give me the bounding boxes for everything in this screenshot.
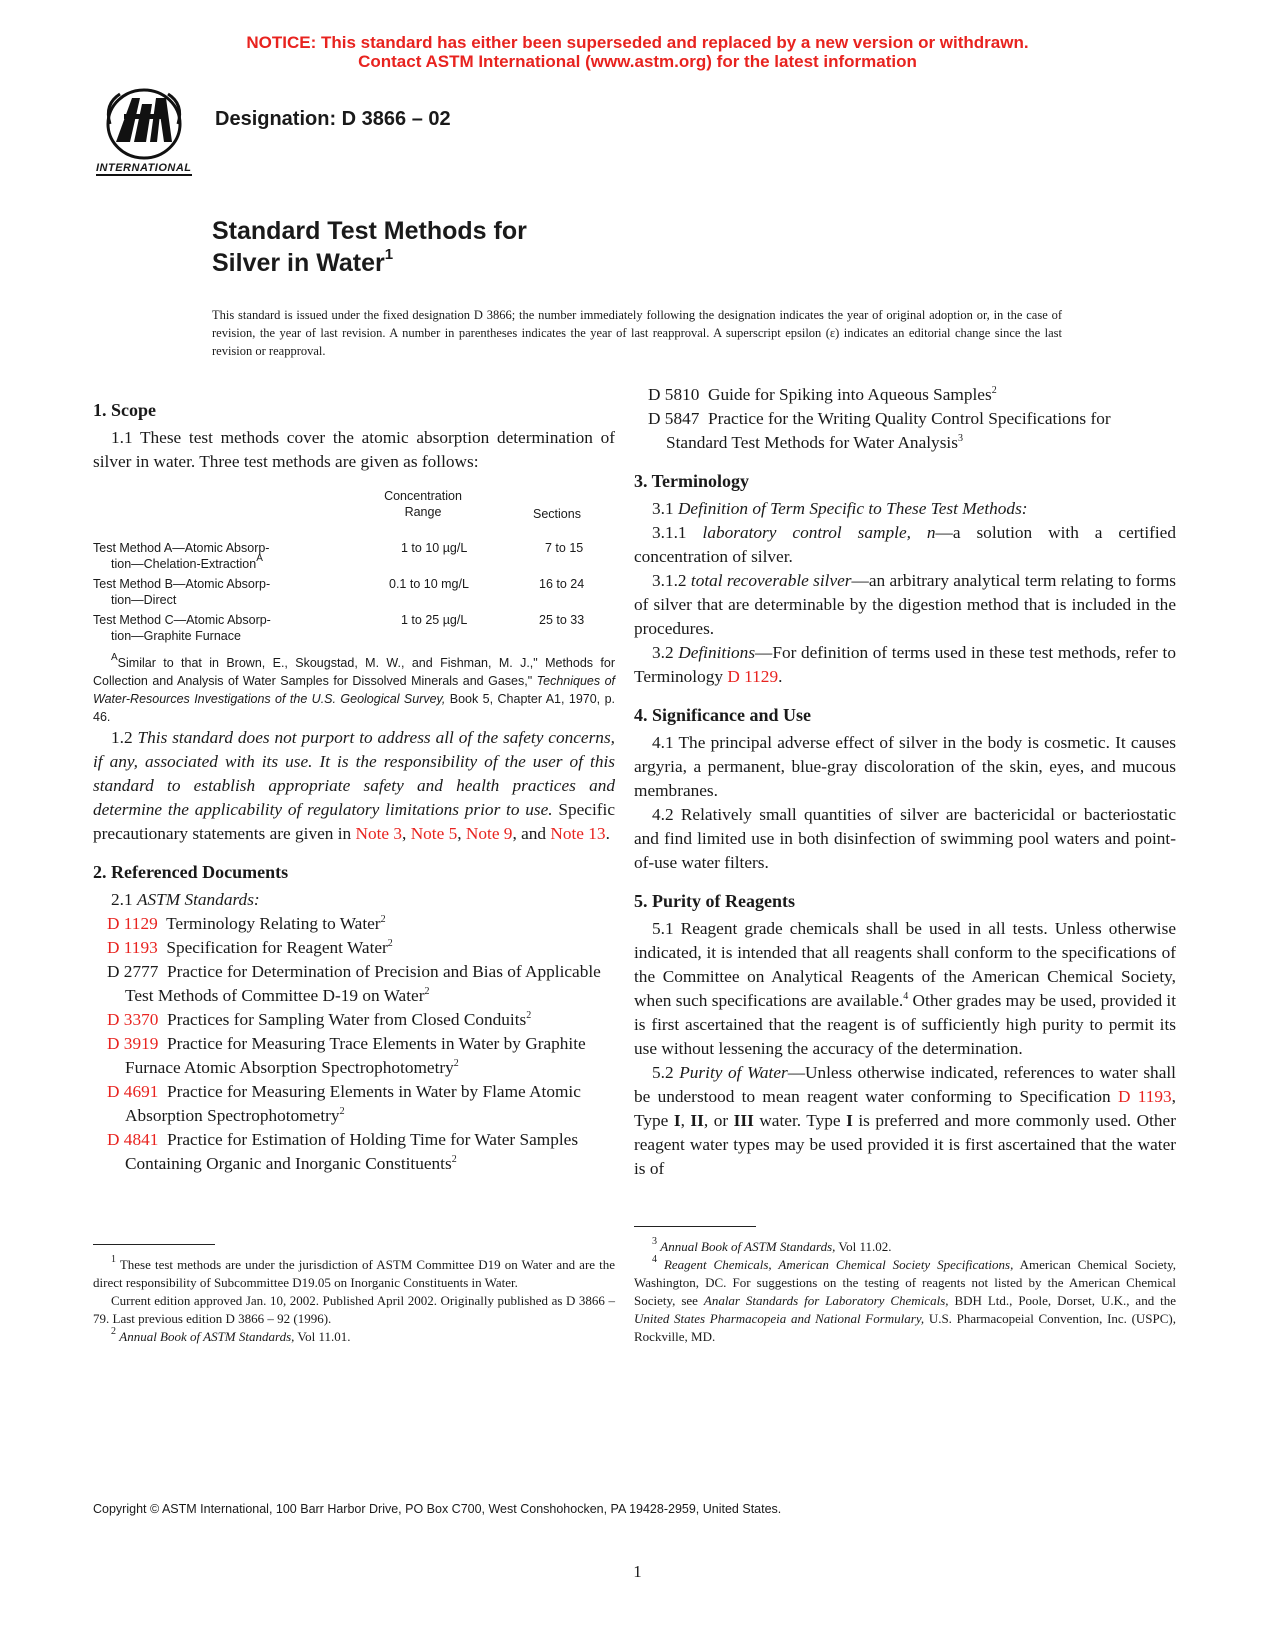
d1129-link[interactable]: D 1129	[727, 667, 779, 686]
astm-logo	[94, 84, 194, 180]
notice-line-2: Contact ASTM International (www.astm.org) for the latest information	[358, 52, 917, 71]
footnote-2: $^2$ Annual Book of ASTM Standards, Vol 11.01.	[111, 1326, 351, 1344]
page-number: 1	[633, 1562, 642, 1581]
terminology-312: 3.1.2 total recoverable silver—an arbitrary analytical term relating to forms of silver that are determinable by the digestion method that is included in the procedures.	[634, 571, 1176, 638]
table-cell-sections: 25 to 33	[539, 613, 585, 627]
reference-code: D 2777	[107, 962, 159, 981]
terminology-311: 3.1.1 laboratory control sample, n—a solution with a certified concentration of silver.	[634, 523, 1176, 566]
reference-code[interactable]: D 4841	[107, 1130, 159, 1149]
terminology-heading: 3. Terminology	[634, 471, 750, 491]
reference-item: D 4841 Practice for Estimation of Holding Time for Water Samples Containing Organic and Inorganic Constituents$^2$	[107, 1130, 579, 1173]
scope-heading: 1. Scope	[93, 400, 156, 420]
footnote-4: $^4$ Reagent Chemicals, American Chemical Society Specifications, American Chemical Society, Washington, DC. For suggestions on the testing of reagents not listed by the American Chemical Society, see Analar Standards for Laboratory Chemicals, BDH Ltd., Poole, Dorset, U.K., and the United States Pharmacopeia and National Formulary, U.S. Pharmacopeial Convention, Inc. (USPC), Rockville, MD.	[634, 1254, 1177, 1344]
reference-code[interactable]: D 4691	[107, 1082, 159, 1101]
reference-code[interactable]: D 3919	[107, 1034, 159, 1053]
table-header-concentration: Concentration Range	[384, 489, 462, 519]
issued-note: This standard is issued under the fixed designation D 3866; the number immediately following the designation indicates the year of original adoption or, in the case of revision, the year of last revision. A number in parentheses indicates the year of last reapproval. A superscript epsilon (ε) indicates an editorial change since the last revision or reapproval.	[212, 308, 1062, 358]
reference-item: D 4691 Practice for Measuring Elements in Water by Flame Atomic Absorption Spectrophotometry$^2$	[107, 1082, 581, 1125]
table-footnote: $^A$Similar to that in Brown, E., Skougstad, M. W., and Fishman, M. J.," Methods for Collection and Analysis of Water Samples for Dissolved Minerals and Gases," Techniques of Water-Resources Investigations of the U.S. Geological Survey, Book 5, Chapter A1, 1970, p. 46.	[93, 652, 615, 724]
footnote-1b: Current edition approved Jan. 10, 2002. Published April 2002. Originally published as D 3866 – 79. Last previous edition D 3866 – 92 (1996).	[93, 1293, 615, 1326]
reference-item: D 1129 Terminology Relating to Water$^2$	[107, 914, 386, 933]
significance-heading: 4. Significance and Use	[634, 705, 812, 725]
significance-41: 4.1 The principal adverse effect of silver in the body is cosmetic. It causes argyria, a permanent, blue-gray discoloration of the skin, eyes, and mucous membranes.	[634, 733, 1176, 800]
references-heading: 2. Referenced Documents	[93, 862, 289, 882]
reference-code[interactable]: D 1193	[107, 938, 158, 957]
table-cell-range: 1 to 25 µg/L	[401, 613, 468, 627]
note-9-link[interactable]: Note 9	[465, 824, 513, 843]
methods-table	[93, 478, 615, 646]
table-row: Test Method C—Atomic Absorp- tion—Graphite Furnace	[93, 613, 271, 643]
copyright: Copyright © ASTM International, 100 Barr Harbor Drive, PO Box C700, West Conshohocken, PA 19428-2959, United States.	[93, 1502, 782, 1516]
table-cell-range: 1 to 10 µg/L	[401, 541, 468, 555]
table-row: Test Method B—Atomic Absorp- tion—Direct	[93, 577, 271, 607]
table-cell-range: 0.1 to 10 mg/L	[389, 577, 469, 591]
note-3-link[interactable]: Note 3	[355, 824, 403, 843]
table-header-sections: Sections	[533, 507, 581, 521]
footnotes-left	[93, 1256, 615, 1346]
terminology-31: 3.1 Definition of Term Specific to These Test Methods:	[652, 499, 1028, 518]
table-cell-sections: 16 to 24	[539, 577, 585, 591]
footnote-3: $^3$ Annual Book of ASTM Standards, Vol 11.02.	[652, 1236, 892, 1254]
significance-42: 4.2 Relatively small quantities of silver are bactericidal or bacteriostatic and find limited use in both disinfection of swimming pool waters and point-of-use water filters.	[634, 805, 1176, 872]
logo-text: INTERNATIONAL	[96, 162, 192, 174]
note-5-link[interactable]: Note 5	[410, 824, 458, 843]
d1193-link[interactable]: D 1193	[1117, 1087, 1172, 1106]
table-cell-sections: 7 to 15	[545, 541, 584, 555]
footnote-rule	[634, 1226, 756, 1227]
purity-heading: 5. Purity of Reagents	[634, 891, 795, 911]
reference-code[interactable]: D 1129	[107, 914, 158, 933]
footnote-rule	[93, 1244, 215, 1245]
footnotes-right	[634, 1238, 1176, 1346]
reference-item: D 2777 Practice for Determination of Precision and Bias of Applicable Test Methods of Committee D-19 on Water$^2$	[107, 962, 601, 1005]
title-line-1: Standard Test Methods for	[212, 217, 527, 245]
document-title	[212, 215, 527, 279]
reference-list	[93, 912, 615, 1176]
reference-item: D 3370 Practices for Sampling Water from Closed Conduits$^2$	[107, 1010, 532, 1029]
table-row: Test Method A—Atomic Absorp- tion—Chelation-Extraction$^A$	[93, 541, 270, 571]
scope-p2: 1.2 This standard does not purport to address all of the safety concerns, if any, associated with its use. It is the responsibility of the user of this standard to establish appropriate safety and health practices and determine the applicability of regulatory limitations prior to use. Specific precautionary statements are given in Note 3, Note 5, Note 9, and Note 13.	[93, 728, 615, 843]
reference-list-continued	[634, 383, 1176, 455]
reference-item: D 5847 Practice for the Writing Quality Control Specifications for Standard Test Methods for Water Analysis$^3$	[648, 409, 1111, 452]
notice-line-1: NOTICE: This standard has either been superseded and replaced by a new version or withdrawn.	[246, 33, 1029, 52]
footnote-1: $^1$ These test methods are under the jurisdiction of ASTM Committee D19 on Water and are the direct responsibility of Subcommittee D19.05 on Inorganic Constituents in Water.	[93, 1254, 615, 1290]
reference-item: D 1193 Specification for Reagent Water$^2$	[107, 938, 393, 957]
references-sub: 2.1 ASTM Standards:	[111, 890, 260, 909]
right-column	[634, 383, 1176, 1181]
left-column	[93, 398, 615, 1176]
terminology-32: 3.2 Definitions—For definition of terms used in these test methods, refer to Terminology D 1129.	[634, 643, 1176, 686]
notice-banner	[0, 33, 1275, 71]
reference-item: D 5810 Guide for Spiking into Aqueous Samples$^2$	[648, 385, 997, 404]
reference-code[interactable]: D 3370	[107, 1010, 159, 1029]
scope-p1: 1.1 These test methods cover the atomic absorption determination of silver in water. Three test methods are given as follows:	[93, 428, 615, 471]
reference-item: D 3919 Practice for Measuring Trace Elements in Water by Graphite Furnace Atomic Absorption Spectrophotometry$^2$	[107, 1034, 586, 1077]
designation: Designation: D 3866 – 02	[215, 108, 451, 130]
purity-52: 5.2 Purity of Water—Unless otherwise indicated, references to water shall be understood to mean reagent water conforming to Specification D 1193, Type I, II, or III water. Type I is preferred and more commonly used. Other reagent water types may be used provided it is first ascertained that the water is of	[634, 1063, 1176, 1178]
purity-51: 5.1 Reagent grade chemicals shall be used in all tests. Unless otherwise indicated, it is intended that all reagents shall conform to the specifications of the Committee on Analytical Reagents of the American Chemical Society, when such specifications are available.$^4$ Other grades may be used, provided it is first ascertained that the reagent is of sufficiently high purity to permit its use without lessening the accuracy of the determination.	[634, 919, 1177, 1058]
note-13-link[interactable]: Note 13	[550, 824, 606, 843]
title-line-2: Silver in Water$^1$	[212, 246, 394, 277]
